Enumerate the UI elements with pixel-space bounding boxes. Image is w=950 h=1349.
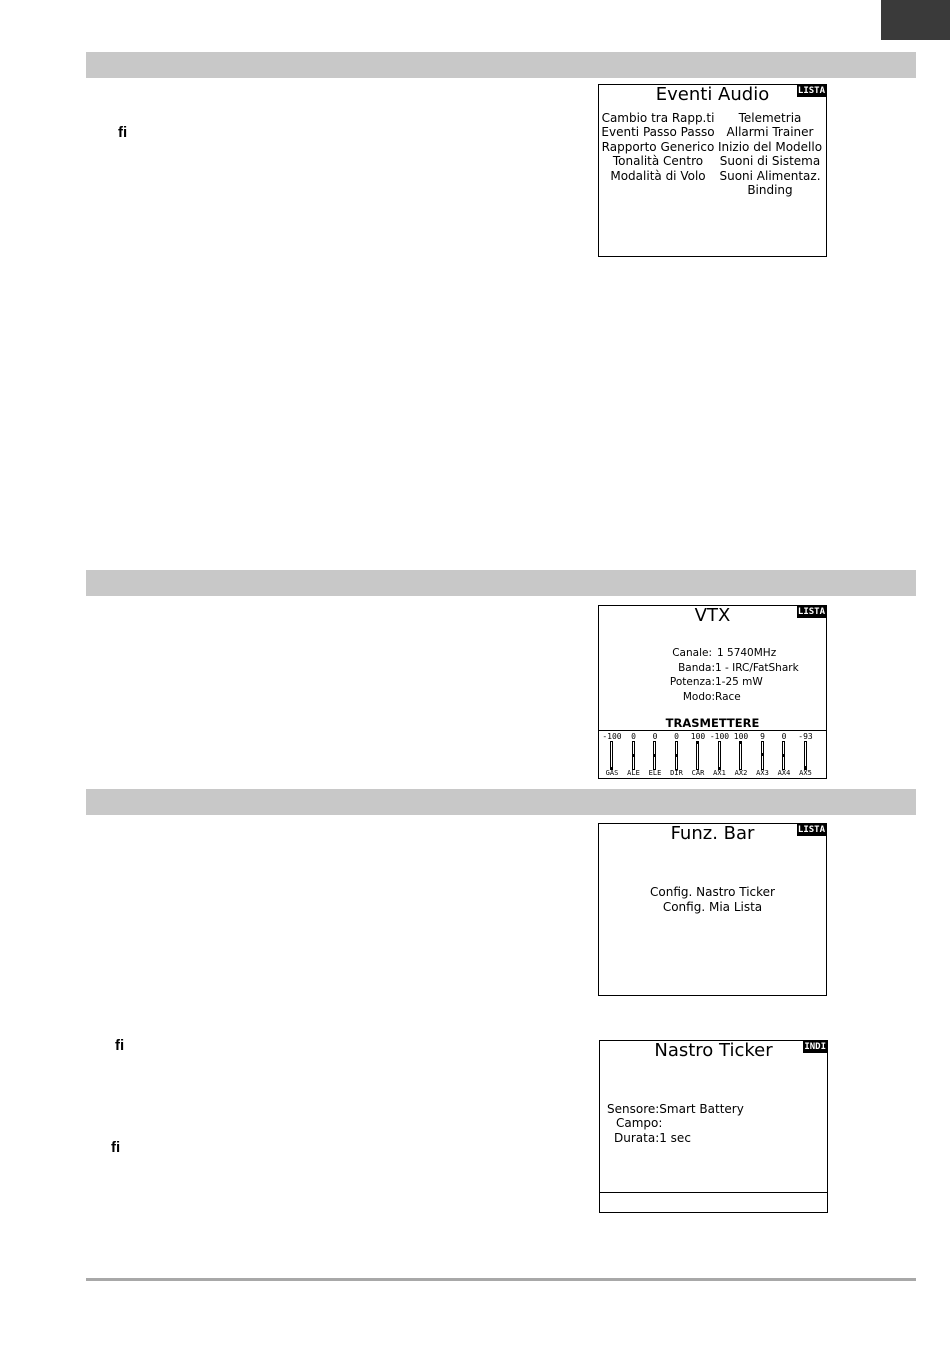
list-badge: LISTA xyxy=(797,86,825,96)
nastro-ticker-screen xyxy=(599,1040,828,1213)
channel-bar-marker xyxy=(739,741,742,744)
channel-name: DIR xyxy=(670,769,683,777)
list-badge: LISTA xyxy=(797,607,825,617)
channel-value: 100 xyxy=(690,732,706,741)
channel-bar-track xyxy=(718,741,721,770)
menu-item-cambio-rapporti[interactable]: Cambio tra Rapp.ti xyxy=(601,111,715,125)
campo-label: Campo: xyxy=(616,1116,663,1130)
funz-bar-screen xyxy=(598,823,827,996)
section-header-bar-2 xyxy=(86,570,916,596)
channel-bar-track xyxy=(696,741,699,770)
channel-value: 0 xyxy=(631,732,636,741)
screen-title: Funz. Bar xyxy=(670,823,755,844)
channel-monitor-divider xyxy=(599,730,826,731)
ligature-fi-3: fi xyxy=(111,1139,121,1156)
ligature-fi-1: fi xyxy=(118,124,128,141)
channel-name: AX2 xyxy=(734,769,748,777)
eventi-audio-screen xyxy=(598,84,827,257)
audio-events-right-column xyxy=(713,111,827,197)
menu-item-telemetria[interactable]: Telemetria xyxy=(738,111,802,125)
ticker-footer-divider xyxy=(600,1192,827,1193)
section-header-bar-3 xyxy=(86,789,916,815)
channel-value: 0 xyxy=(781,732,787,741)
sensore-value: Smart Battery xyxy=(659,1102,744,1116)
vtx-screen xyxy=(598,605,827,779)
section-header-bar-1 xyxy=(86,52,916,78)
channel-name: AX5 xyxy=(799,769,812,777)
channel-name: AX4 xyxy=(777,769,791,777)
menu-item-inizio-modello[interactable]: Inizio del Modello xyxy=(717,139,823,154)
potenza-label: Potenza: xyxy=(669,676,715,688)
potenza-value: 1-25 mW xyxy=(715,676,763,688)
menu-item-config-nastro-ticker[interactable]: Config. Nastro Ticker xyxy=(650,885,775,899)
list-badge: LISTA xyxy=(797,825,825,835)
channel-value: -100 xyxy=(602,732,622,741)
channel-name: GAS xyxy=(605,769,619,777)
vtx-modo-row[interactable] xyxy=(682,691,741,704)
vtx-potenza-row[interactable] xyxy=(669,676,763,689)
funz-bar-menu xyxy=(599,885,826,914)
channel-value: -100 xyxy=(709,732,730,741)
channel-value: 9 xyxy=(760,732,765,741)
banda-value: 1 - IRC/FatShark xyxy=(715,662,799,674)
channel-bar-marker xyxy=(782,754,785,757)
transmitter-label: TRASMETTERE xyxy=(665,716,760,730)
menu-item-eventi-passo-passo[interactable]: Eventi Passo Passo xyxy=(601,125,715,140)
channel-name: ELE xyxy=(648,769,662,777)
channel-value: -93 xyxy=(798,732,813,741)
channel-bar-marker xyxy=(675,754,678,757)
menu-item-suoni-sistema[interactable]: Suoni di Sistema xyxy=(719,154,821,169)
modo-value: Race xyxy=(715,691,741,703)
banda-label: Banda: xyxy=(678,662,715,674)
ticker-sensore-row[interactable] xyxy=(607,1102,744,1117)
channel-bar-track xyxy=(610,741,613,770)
durata-value: 1 sec xyxy=(659,1131,691,1145)
sensore-label: Sensore: xyxy=(607,1102,660,1116)
audio-events-left-column xyxy=(599,111,717,183)
channel-name: AX1 xyxy=(713,769,726,777)
channel-bar-marker xyxy=(761,753,764,756)
footer-rule xyxy=(86,1278,916,1281)
canale-value: 1 5740MHz xyxy=(717,647,777,659)
channel-ax5 xyxy=(795,732,817,778)
canale-label: Canale: xyxy=(672,647,712,659)
channel-bar-marker xyxy=(696,741,699,744)
channel-bar-track xyxy=(739,741,742,770)
menu-item-tonalita-centro[interactable]: Tonalità Centro xyxy=(612,154,704,169)
ligature-fi-2: fi xyxy=(115,1037,125,1054)
screen-title: Eventi Audio xyxy=(655,84,770,105)
menu-item-modalita-di-volo[interactable]: Modalità di Volo xyxy=(610,168,706,183)
channel-value: 100 xyxy=(733,732,749,741)
menu-item-rapporto-generico[interactable]: Rapporto Generico xyxy=(601,139,715,154)
screen-title: Nastro Ticker xyxy=(654,1040,773,1061)
modo-label: Modo: xyxy=(682,691,715,703)
menu-item-suoni-alimentazione[interactable]: Suoni Alimentaz. xyxy=(719,168,821,183)
menu-item-allarmi-trainer[interactable]: Allarmi Trainer xyxy=(726,125,814,140)
screen-title: VTX xyxy=(694,605,731,626)
vtx-canale-row[interactable] xyxy=(672,647,777,660)
ticker-durata-row[interactable] xyxy=(614,1131,691,1146)
page-corner-tab xyxy=(881,0,950,40)
menu-item-config-mia-lista[interactable]: Config. Mia Lista xyxy=(662,899,763,914)
menu-item-binding[interactable]: Binding xyxy=(747,183,793,198)
ticker-campo-row[interactable] xyxy=(616,1116,662,1131)
channel-name: CAR xyxy=(691,769,705,777)
channel-name: ALE xyxy=(627,769,640,777)
durata-label: Durata: xyxy=(614,1131,660,1145)
channel-bar-marker xyxy=(653,754,656,757)
channel-name: AX3 xyxy=(756,769,769,777)
channel-value: 0 xyxy=(674,732,679,741)
channel-value: 0 xyxy=(652,732,658,741)
channel-bar-marker xyxy=(632,754,635,757)
info-badge: INDI xyxy=(804,1042,826,1052)
vtx-banda-row[interactable] xyxy=(678,662,799,675)
